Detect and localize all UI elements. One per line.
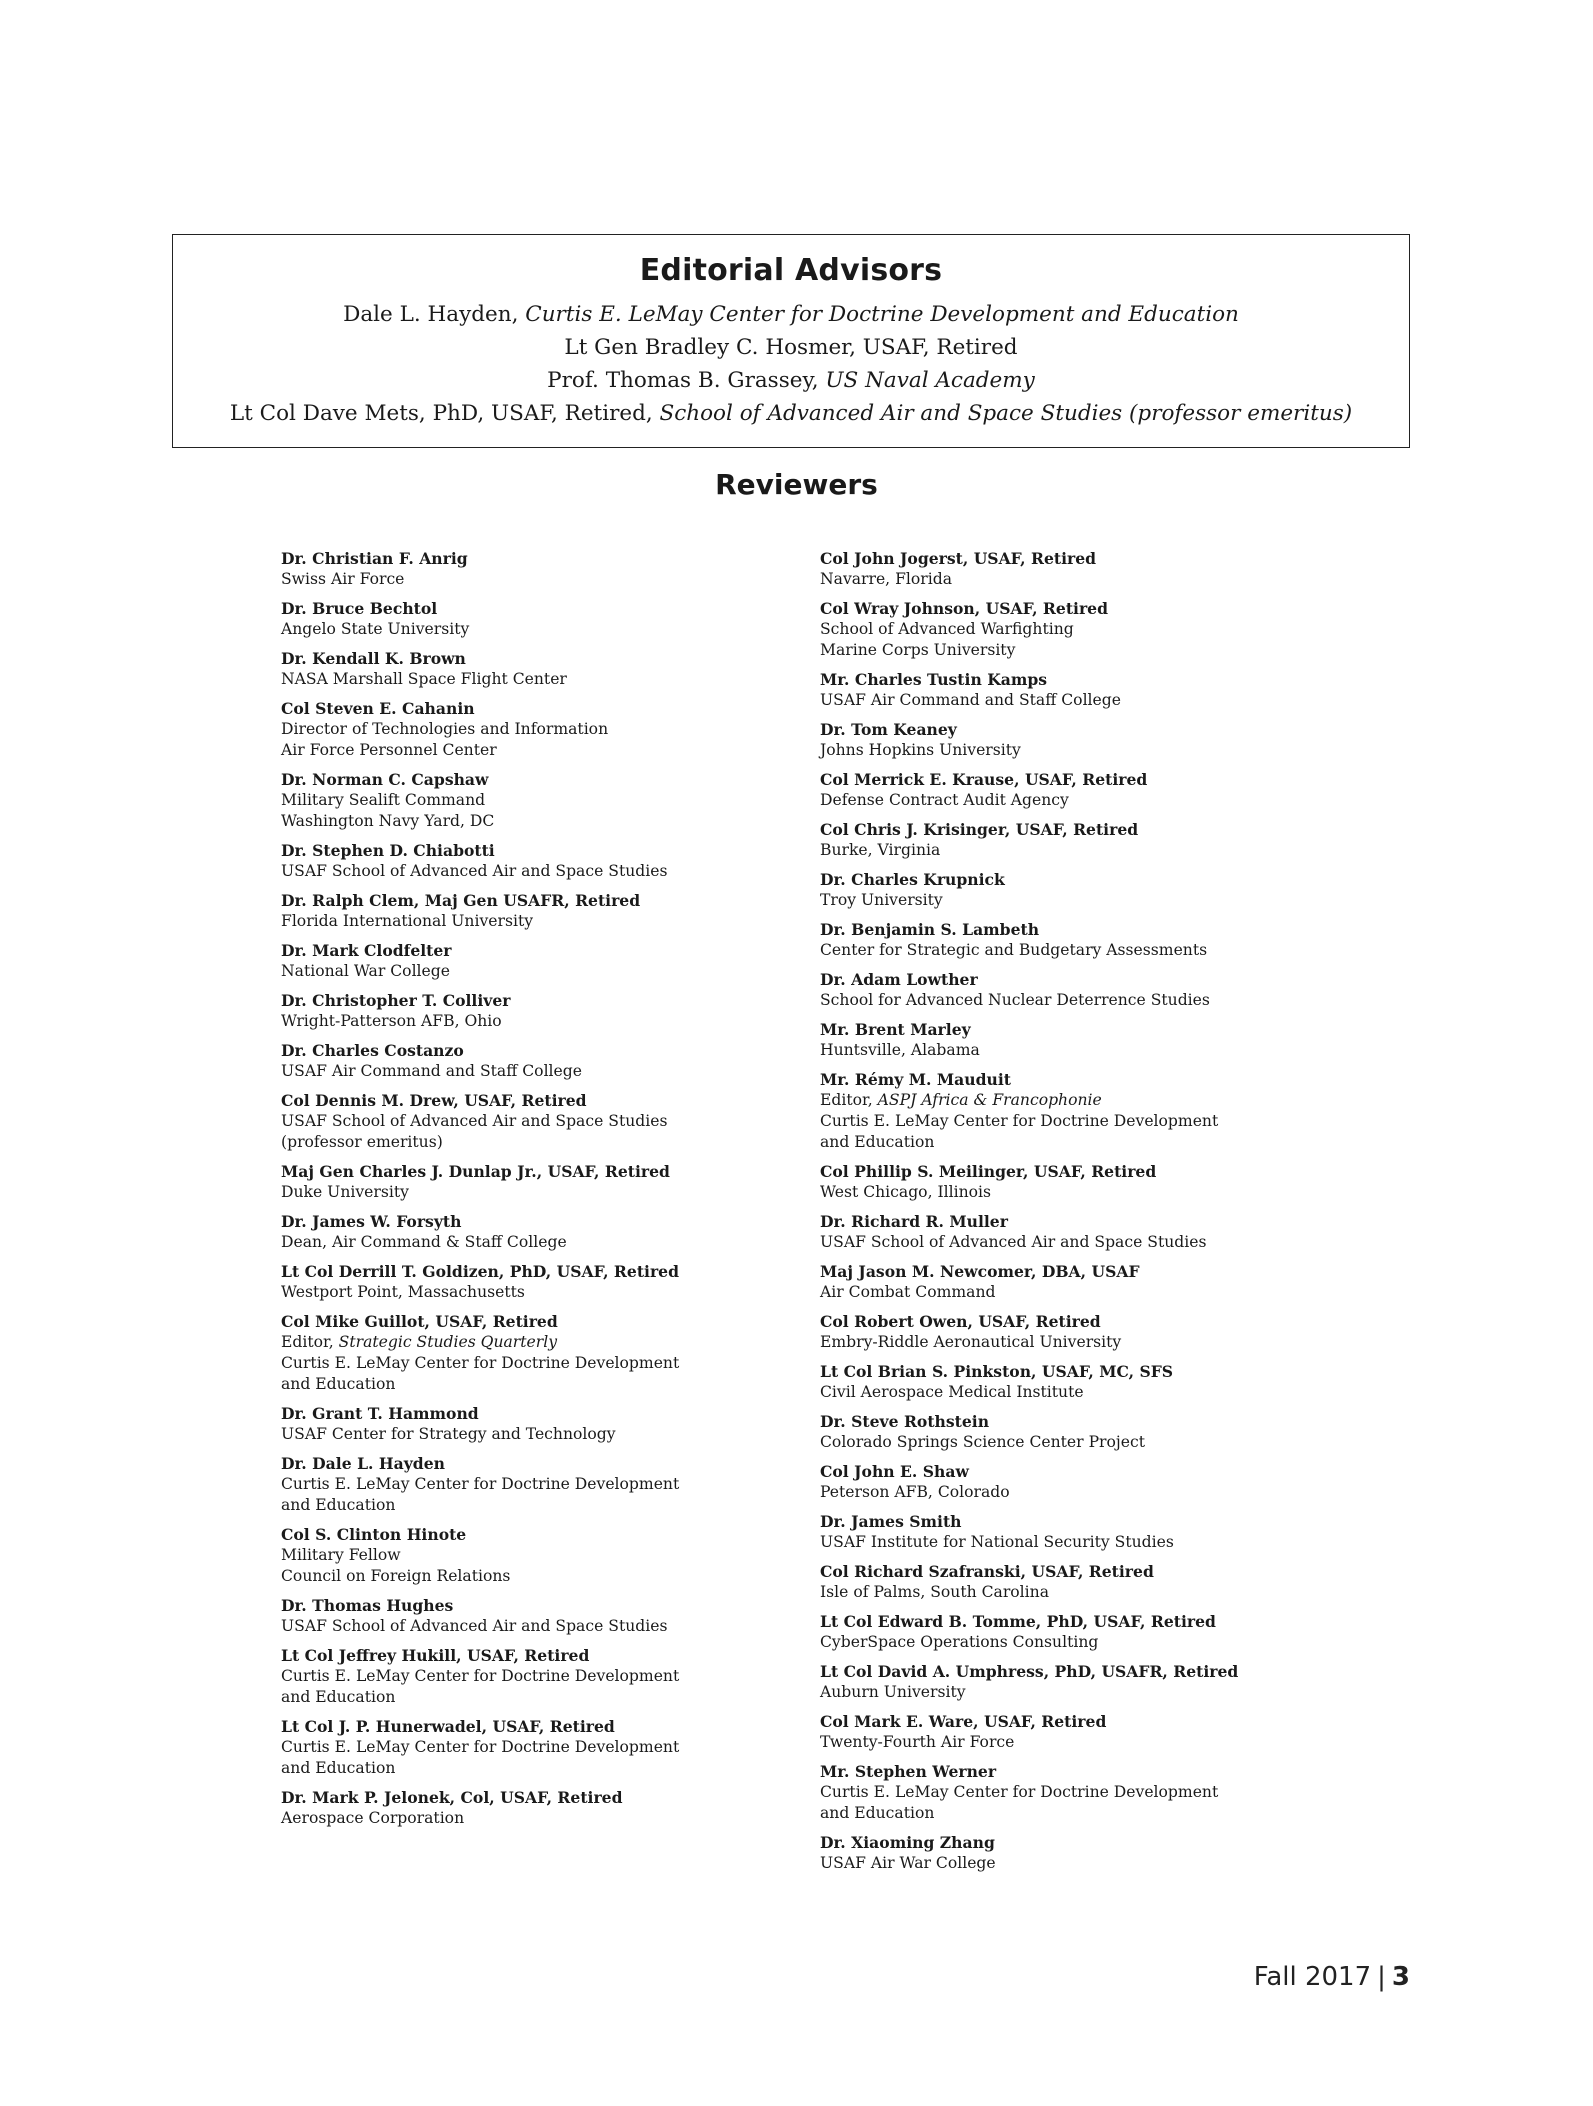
advisor-affiliation: School of Advanced Air and Space Studies (professor emeritus) [659, 401, 1353, 426]
reviewer-entry [281, 940, 751, 982]
advisor-affiliation: US Naval Academy [825, 368, 1035, 393]
advisor-name: Dale L. Hayden, [343, 302, 526, 327]
reviewer-affiliation: National War College [281, 962, 450, 980]
reviewer-affiliation: Peterson AFB, Colorado [820, 1483, 1010, 1501]
reviewer-name: Lt Col David A. Umphress, PhD, USAFR, Retired [820, 1662, 1239, 1681]
reviewer-affiliation: Marine Corps University [820, 641, 1016, 659]
reviewer-entry [281, 548, 751, 590]
reviewer-entry [820, 719, 1290, 761]
reviewer-entry [281, 1453, 751, 1516]
reviewer-entry [820, 819, 1290, 861]
reviewer-affiliation: USAF Institute for National Security Studies [820, 1533, 1174, 1551]
reviewer-entry [820, 598, 1290, 661]
reviewer-affiliation: School for Advanced Nuclear Deterrence Studies [820, 991, 1210, 1009]
reviewer-affiliation: Editor, ASPJ Africa & Francophonie [820, 1091, 1102, 1109]
reviewer-entry [820, 1611, 1290, 1653]
reviewer-name: Col Wray Johnson, USAF, Retired [820, 599, 1108, 618]
advisor-name: Lt Gen Bradley C. Hosmer, USAF, Retired [564, 335, 1018, 360]
reviewer-affiliation: and Education [281, 1688, 396, 1706]
reviewer-name: Dr. Norman C. Capshaw [281, 770, 489, 789]
reviewer-affiliation: and Education [281, 1759, 396, 1777]
reviewer-affiliation: Burke, Virginia [820, 841, 941, 859]
reviewer-name: Dr. Bruce Bechtol [281, 599, 438, 618]
reviewer-affiliation: USAF School of Advanced Air and Space Studies [281, 1617, 668, 1635]
reviewer-name: Dr. Christian F. Anrig [281, 549, 468, 568]
issue-label: Fall 2017 [1253, 1962, 1372, 1992]
reviewer-name: Maj Gen Charles J. Dunlap Jr., USAF, Retired [281, 1162, 670, 1181]
reviewer-entry [281, 1595, 751, 1637]
reviewer-entry [820, 1711, 1290, 1753]
reviewer-entry [820, 1561, 1290, 1603]
reviewer-affiliation: Director of Technologies and Information [281, 720, 609, 738]
reviewer-affiliation: Air Combat Command [820, 1283, 996, 1301]
reviewer-name: Dr. Dale L. Hayden [281, 1454, 445, 1473]
reviewer-affiliation: Air Force Personnel Center [281, 741, 497, 759]
reviewer-entry [281, 1787, 751, 1829]
reviewer-entry [820, 1511, 1290, 1553]
reviewer-affiliation: Embry-Riddle Aeronautical University [820, 1333, 1122, 1351]
reviewer-name: Col S. Clinton Hinote [281, 1525, 467, 1544]
reviewer-name: Mr. Charles Tustin Kamps [820, 670, 1048, 689]
reviewer-name: Dr. James W. Forsyth [281, 1212, 462, 1231]
reviewer-affiliation: (professor emeritus) [281, 1133, 443, 1151]
reviewer-name: Dr. Mark P. Jelonek, Col, USAF, Retired [281, 1788, 623, 1807]
reviewer-name: Dr. James Smith [820, 1512, 962, 1531]
reviewer-entry [820, 1832, 1290, 1874]
reviewer-entry [820, 769, 1290, 811]
reviewer-entry [281, 1161, 751, 1203]
reviewer-entry [820, 548, 1290, 590]
reviewer-affiliation: USAF School of Advanced Air and Space Studies [281, 862, 668, 880]
reviewer-affiliation: NASA Marshall Space Flight Center [281, 670, 567, 688]
reviewer-name: Dr. Kendall K. Brown [281, 649, 466, 668]
reviewer-affiliation: Aerospace Corporation [281, 1809, 465, 1827]
page-footer [1254, 1962, 1410, 1992]
reviewer-entry [820, 1069, 1290, 1153]
reviewer-name: Lt Col Jeffrey Hukill, USAF, Retired [281, 1646, 590, 1665]
reviewer-name: Dr. Charles Krupnick [820, 870, 1005, 889]
reviewer-affiliation: Defense Contract Audit Agency [820, 791, 1069, 809]
reviewer-entry [281, 1311, 751, 1395]
reviewer-entry [281, 990, 751, 1032]
reviewer-affiliation: Center for Strategic and Budgetary Assessments [820, 941, 1208, 959]
reviewer-affiliation: Curtis E. LeMay Center for Doctrine Development [281, 1475, 680, 1493]
reviewer-name: Lt Col J. P. Hunerwadel, USAF, Retired [281, 1717, 615, 1736]
advisor-list [173, 298, 1409, 430]
reviewers-left-column [281, 548, 751, 1837]
reviewer-name: Mr. Stephen Werner [820, 1762, 997, 1781]
reviewer-name: Col Richard Szafranski, USAF, Retired [820, 1562, 1154, 1581]
reviewer-affiliation: USAF Air War College [820, 1854, 996, 1872]
reviewer-affiliation: Troy University [820, 891, 943, 909]
reviewer-affiliation: and Education [281, 1375, 396, 1393]
reviewer-entry [281, 648, 751, 690]
reviewer-name: Col Steven E. Cahanin [281, 699, 475, 718]
reviewer-entry [281, 890, 751, 932]
reviewer-name: Col Merrick E. Krause, USAF, Retired [820, 770, 1148, 789]
reviewer-affiliation: Auburn University [820, 1683, 966, 1701]
reviewer-affiliation: Curtis E. LeMay Center for Doctrine Development [281, 1667, 680, 1685]
reviewer-name: Dr. Charles Costanzo [281, 1041, 464, 1060]
reviewer-affiliation: Angelo State University [281, 620, 470, 638]
reviewer-entry [820, 1161, 1290, 1203]
reviewers-right-column [820, 548, 1290, 1882]
reviewer-affiliation: Council on Foreign Relations [281, 1567, 511, 1585]
reviewer-affiliation: and Education [820, 1804, 935, 1822]
reviewer-name: Maj Jason M. Newcomer, DBA, USAF [820, 1262, 1140, 1281]
reviewer-affiliation: West Chicago, Illinois [820, 1183, 992, 1201]
reviewer-affiliation: Colorado Springs Science Center Project [820, 1433, 1145, 1451]
editorial-advisors-title: Editorial Advisors [639, 253, 943, 288]
reviewer-name: Dr. Thomas Hughes [281, 1596, 454, 1615]
advisor-name: Lt Col Dave Mets, PhD, USAF, Retired, [229, 401, 660, 426]
reviewer-name: Lt Col Derrill T. Goldizen, PhD, USAF, Retired [281, 1262, 679, 1281]
reviewer-affiliation: Curtis E. LeMay Center for Doctrine Development [281, 1354, 680, 1372]
reviewer-entry [820, 1311, 1290, 1353]
reviewer-name: Dr. Tom Keaney [820, 720, 957, 739]
reviewer-name: Col Phillip S. Meilinger, USAF, Retired [820, 1162, 1157, 1181]
editorial-advisors-box [172, 234, 1410, 448]
reviewer-name: Dr. Adam Lowther [820, 970, 978, 989]
reviewer-entry [820, 669, 1290, 711]
reviewer-name: Dr. Christopher T. Colliver [281, 991, 511, 1010]
reviewer-entry [820, 1261, 1290, 1303]
reviewer-entry [281, 1524, 751, 1587]
reviewer-affiliation: Westport Point, Massachusetts [281, 1283, 525, 1301]
reviewers-title: Reviewers [715, 468, 878, 501]
reviewer-affiliation: Washington Navy Yard, DC [281, 812, 495, 830]
reviewer-entry [281, 840, 751, 882]
reviewer-name: Dr. Grant T. Hammond [281, 1404, 479, 1423]
reviewer-entry [281, 1261, 751, 1303]
reviewer-affiliation: Editor, Strategic Studies Quarterly [281, 1333, 557, 1351]
reviewer-entry [820, 869, 1290, 911]
reviewer-entry [281, 1403, 751, 1445]
reviewer-affiliation: Military Sealift Command [281, 791, 486, 809]
reviewer-entry [820, 1461, 1290, 1503]
reviewer-entry [820, 1019, 1290, 1061]
reviewer-affiliation: Dean, Air Command & Staff College [281, 1233, 567, 1251]
reviewer-entry [820, 1411, 1290, 1453]
reviewer-entry [820, 1661, 1290, 1703]
reviewer-affiliation: USAF Air Command and Staff College [820, 691, 1121, 709]
reviewer-entry [820, 1761, 1290, 1824]
reviewer-affiliation: Florida International University [281, 912, 534, 930]
reviewer-name: Col Chris J. Krisinger, USAF, Retired [820, 820, 1139, 839]
reviewer-entry [820, 919, 1290, 961]
reviewer-entry [820, 1361, 1290, 1403]
reviewer-affiliation: USAF Center for Strategy and Technology [281, 1425, 616, 1443]
advisor-line [173, 331, 1409, 364]
reviewer-name: Lt Col Edward B. Tomme, PhD, USAF, Retired [820, 1612, 1216, 1631]
reviewer-name: Dr. Xiaoming Zhang [820, 1833, 995, 1852]
reviewer-entry [820, 1211, 1290, 1253]
reviewer-affiliation: Military Fellow [281, 1546, 401, 1564]
reviewer-affiliation: Twenty-Fourth Air Force [820, 1733, 1015, 1751]
advisor-name: Prof. Thomas B. Grassey, [547, 368, 826, 393]
reviewer-affiliation: CyberSpace Operations Consulting [820, 1633, 1099, 1651]
reviewer-entry [281, 1716, 751, 1779]
reviewer-affiliation: Isle of Palms, South Carolina [820, 1583, 1049, 1601]
advisor-line [173, 397, 1409, 430]
reviewer-affiliation: Civil Aerospace Medical Institute [820, 1383, 1084, 1401]
reviewer-entry [820, 969, 1290, 1011]
advisor-line [173, 364, 1409, 397]
reviewer-entry [281, 1090, 751, 1153]
reviewer-name: Mr. Rémy M. Mauduit [820, 1070, 1011, 1089]
reviewer-entry [281, 1211, 751, 1253]
reviewer-name: Mr. Brent Marley [820, 1020, 971, 1039]
reviewer-name: Col Mike Guillot, USAF, Retired [281, 1312, 558, 1331]
reviewer-affiliation: and Education [820, 1133, 935, 1151]
reviewer-affiliation: Navarre, Florida [820, 570, 953, 588]
reviewer-name: Dr. Mark Clodfelter [281, 941, 452, 960]
reviewer-affiliation: and Education [281, 1496, 396, 1514]
reviewer-name: Col Mark E. Ware, USAF, Retired [820, 1712, 1107, 1731]
reviewer-affiliation: Wright-Patterson AFB, Ohio [281, 1012, 502, 1030]
reviewer-name: Col John Jogerst, USAF, Retired [820, 549, 1097, 568]
advisor-affiliation: Curtis E. LeMay Center for Doctrine Development and Education [525, 302, 1239, 327]
reviewer-name: Col Robert Owen, USAF, Retired [820, 1312, 1101, 1331]
reviewer-affiliation: Swiss Air Force [281, 570, 405, 588]
reviewer-affiliation: Duke University [281, 1183, 409, 1201]
reviewer-name: Dr. Benjamin S. Lambeth [820, 920, 1040, 939]
advisor-line [173, 298, 1409, 331]
reviewer-name: Col Dennis M. Drew, USAF, Retired [281, 1091, 587, 1110]
reviewer-name: Col John E. Shaw [820, 1462, 969, 1481]
reviewer-affiliation: USAF School of Advanced Air and Space Studies [820, 1233, 1207, 1251]
reviewer-affiliation: Johns Hopkins University [820, 741, 1021, 759]
reviewer-affiliation: Curtis E. LeMay Center for Doctrine Development [281, 1738, 680, 1756]
reviewer-affiliation: School of Advanced Warfighting [820, 620, 1074, 638]
reviewer-entry [281, 698, 751, 761]
reviewer-entry [281, 1645, 751, 1708]
reviewer-affiliation: USAF School of Advanced Air and Space Studies [281, 1112, 668, 1130]
reviewer-name: Dr. Ralph Clem, Maj Gen USAFR, Retired [281, 891, 641, 910]
reviewer-name: Dr. Stephen D. Chiabotti [281, 841, 495, 860]
footer-separator: | [1377, 1962, 1386, 1992]
reviewer-entry [281, 769, 751, 832]
reviewer-name: Dr. Steve Rothstein [820, 1412, 990, 1431]
reviewer-entry [281, 1040, 751, 1082]
reviewer-affiliation: Curtis E. LeMay Center for Doctrine Development [820, 1112, 1219, 1130]
reviewer-affiliation: Curtis E. LeMay Center for Doctrine Development [820, 1783, 1219, 1801]
reviewer-name: Lt Col Brian S. Pinkston, USAF, MC, SFS [820, 1362, 1174, 1381]
reviewer-affiliation: Huntsville, Alabama [820, 1041, 980, 1059]
reviewer-entry [281, 598, 751, 640]
reviewer-name: Dr. Richard R. Muller [820, 1212, 1008, 1231]
page-number: 3 [1391, 1962, 1410, 1992]
reviewer-affiliation: USAF Air Command and Staff College [281, 1062, 582, 1080]
